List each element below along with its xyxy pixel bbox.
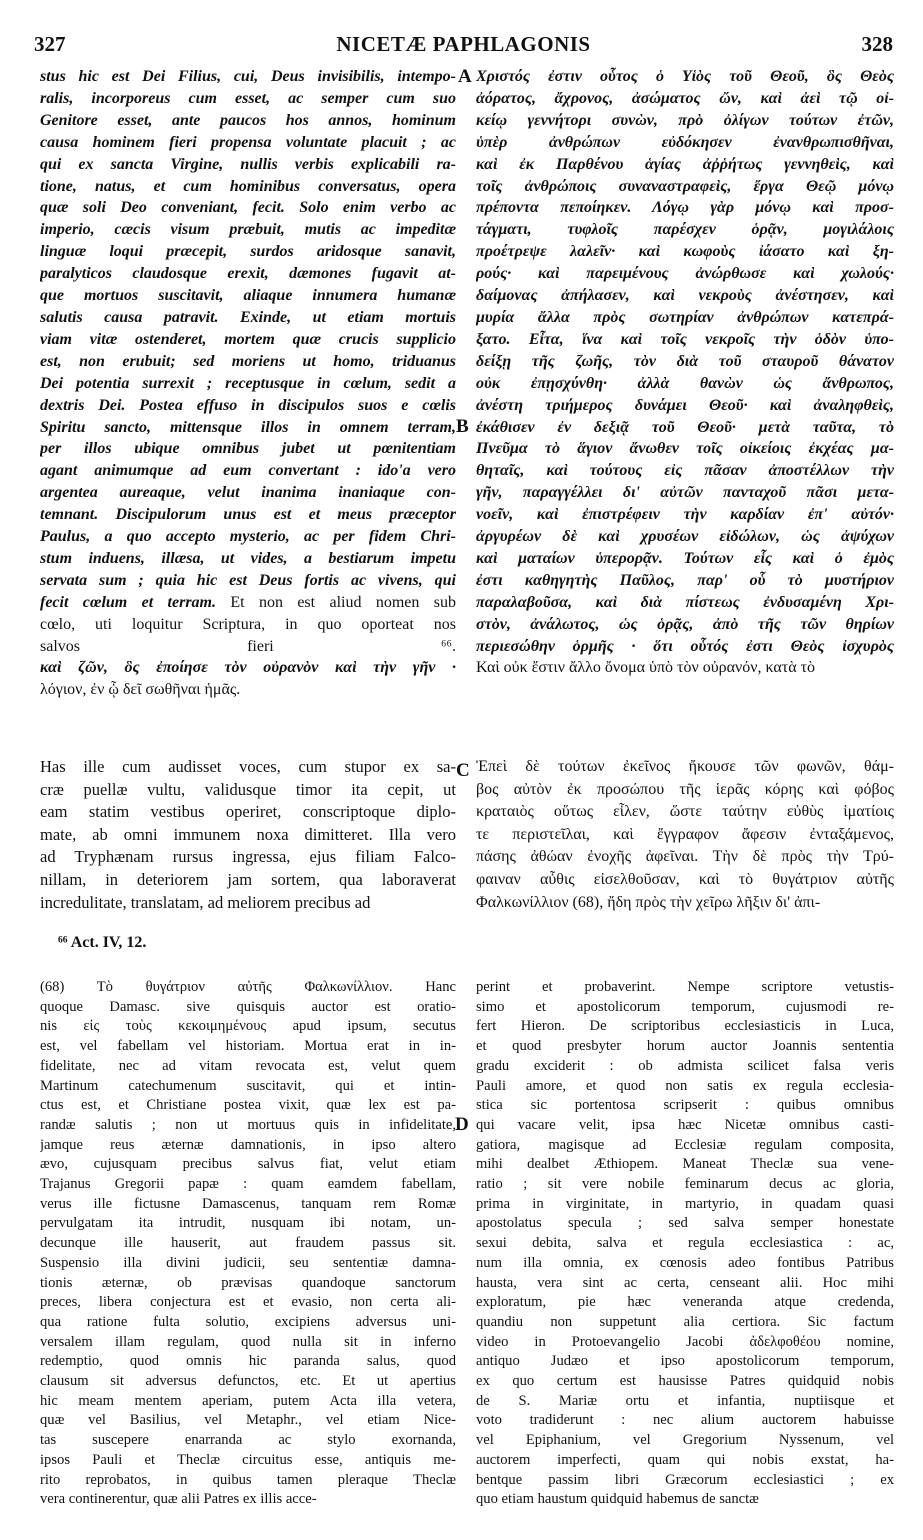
greek-line: ἀργυρέων δὲ καὶ χρυσέων εἰδώλων, ὡς ἀψύχων [476,528,894,546]
latin-line: Has ille cum audisset voces, cum stupor ex sa- [40,757,456,776]
note-line: ævo, cujusquam precibus salvus fiat, velut etiam [40,1156,456,1173]
note-line: et quod presbyter horum auctor Joannis sententia [476,1038,894,1055]
latin-line: qui ex sancta Virgine, nullis verbis explicabili ra- [40,155,456,173]
greek-line: στὸν, ἀνάλωτος, ὡς ὁρᾷς, ἀπὸ τῆς τῶν θηρίων [476,615,894,633]
greek-line: καὶ ματαίων ὑπερορᾷν. Τούτων εἷς καὶ ὁ ἐμὸς [476,549,894,567]
greek-line: Χριστός ἐστιν οὗτος ὁ Υἱὸς τοῦ Θεοῦ, ὃς Θεὸς [476,68,894,85]
note-line: stica sic portentosa scripserit : quibus omnibus [476,1097,894,1114]
note-line: fidelitate, nec ad vitam revocata est, velut quem [40,1057,456,1074]
note-line: preces, libera conjectura est et evasio, non certa ali- [40,1294,456,1311]
latin-line: mate, ab omni immunem noxa dimitteret. Illa vero [40,824,456,844]
note-line: mihi dealbet Æthiopem. Maneat Theclæ sua vene- [476,1156,894,1173]
greek-line: τοῖς ἀνθρώποις συναναστραφεὶς, ἔργα Θεῷ μόνῳ [476,177,894,195]
note-line: clausum sit adversus defunctos, etc. Et ut apertius [40,1373,456,1390]
page-header [34,32,893,62]
latin-text-column [40,66,456,701]
greek-line: φαιναν αὖθις εἰσελθοῦσαν, καὶ τὸ θυγάτριον αὐτῆς [476,870,894,888]
latin-line: linguæ loqui præcepit, surdos aridosque sanavit, [40,243,456,261]
latin-line: argentea aureaque, velut inanima inaniaque con- [40,484,456,502]
latin-line: causa hominem fieri propensa voluntate placuit ; ac [40,133,456,151]
note-line: decunque ille hauserit, aut fraudem passus sit. [40,1235,456,1252]
greek-line: περιεσώθην ὁρμῆς · ὅτι οὗτός ἐστι Θεὸς ἰσχυρὸς [476,637,894,655]
greek-line: γῆν, παραγγέλλει δι' αὐτῶν πανταχοῦ πᾶσι μετα- [476,484,894,502]
note-line: ex quo certum est hausisse Patres quidquid nobis [476,1373,894,1390]
latin-line [40,592,456,614]
note-line: redemptio, quod omnis hic paranda salus, quod [40,1353,456,1370]
latin-line: dextris Dei. Postea effuso in discipulos suos e cœlis [40,396,456,414]
note-line: ipsos Pauli et Theclæ circuitus esse, antiquis me- [40,1451,456,1468]
latin-continuation-column [40,756,456,914]
latin-line: λόγιον, ἐν ᾧ δεῖ σωθῆναι ἡμᾶς. [40,681,241,699]
note-line: tas suscepere enarranda ac stylo exornanda, [40,1432,456,1449]
note-line: voto tradiderunt : nec alium auctorem habuisse [476,1412,894,1429]
greek-line: ρούς· καὶ παρειμένους ἀνώρθωσε καὶ χωλούς· [476,265,894,283]
note-line: fert Hieron. De scriptoribus ecclesiasticis in Luca, [476,1018,894,1035]
latin-line: cœlo, uti loquitur Scriptura, in quo oporteat nos [40,615,456,633]
latin-line: ralis, incorporeus cum esset, ac semper cum suo [40,89,456,107]
running-title: NICETÆ PAPHLAGONIS [336,32,591,56]
note-line: gatiora, magisque ad Ecclesiæ regulam composita, [476,1136,894,1153]
latin-line: est, non erubuit; sed moriens ut homo, triduanus [40,352,456,370]
greek-line: τε περιστεῖλαι, καὶ ἔγγραφον ἄφεσιν ἐνταξάμενος, [476,825,894,843]
note-line: de S. Mariæ ortu et infantia, nuptiisque et [476,1392,894,1409]
greek-line: ὑπὲρ ἀνθρώπων εὐδόκησεν ἐνανθρωπισθῆναι, [476,133,894,151]
latin-line: incredulitate, translatam, ad meliorem precibus ad [40,892,371,912]
page-number-right: 328 [861,32,893,56]
greek-line: βος αὐτὸν ἐκ προσώπου τῆς ἱερᾶς κόρης καὶ φόβος [476,780,894,798]
note-line: auctorem imperfecti, quam qui nobis exstat, ha- [476,1451,894,1468]
note-line: Suspensio illa divini judicii, seu sententiæ damna- [40,1254,456,1271]
greek-line: ξατο. Εἶτα, ἵνα καὶ τοῖς νεκροῖς τὴν ὁδὸν ὑπο- [476,330,894,348]
margin-marker-b: B [456,416,469,437]
latin-line: eam statim vestibus operiret, conscriptoque diplo- [40,802,456,822]
greek-line: δείξῃ τῆς ζωῆς, τὸν διὰ τοῦ σταυροῦ θάνατον [476,352,894,370]
note-line: perint et probaverint. Nempe scriptore vetustis- [476,979,894,995]
greek-line: Ἐπεὶ δὲ τούτων ἐκεῖνος ἤκουσε τῶν φωνῶν, θάμ- [476,758,894,775]
note-line: ratio ; sit vere nobile feminarum decus ac gloria, [476,1176,894,1193]
latin-line: Paulus, a quo accepto mysterio, ac per fidem Chri- [40,528,456,546]
greek-line: ἀνέστη τριήμερος δυνάμει Θεοῦ· καὶ ἀναληφθεὶς, [476,396,894,414]
latin-line: salvos fieri ⁶⁶. [40,637,456,655]
note-line: video in Protoevangelio Jacobi ἀδελφοθέου nomine, [476,1333,894,1350]
note-line: nis εἰς τοὺς κεκοιμημένους apud ipsum, secutus [40,1018,456,1035]
greek-line: καὶ ἐκ Παρθένου ἁγίας ἀῤῥήτως γεννηθεὶς, καὶ [476,155,894,173]
latin-line-tail: Et non est aliud nomen sub [230,593,456,611]
greek-line: κείῳ γεννήτορι συνὼν, πρὸ ὀλίγων τούτων ἐτῶν, [476,111,894,129]
note-line: exploratum, pie hæc veneranda atque credenda, [476,1294,894,1311]
note-line: jamque reus æternæ damnationis, in ipso altero [40,1136,456,1153]
greek-line: πάσης ἀθώαν ἐνοχῆς ἀφεῖναι. Τὴν δὲ πρὸς τὴν Τρύ- [476,848,894,866]
footnote: ⁶⁶ Act. IV, 12. [58,934,147,951]
note-line: sexui debita, salva et regula ecclesiastica : ac, [476,1235,894,1252]
greek-line: κραταιὸς οὕτως εἷλεν, ὥστε ταύτην εὐθὺς ἱματίοις [476,803,894,821]
greek-line: παραλαβοῦσα, καὶ διὰ πίστεως ἐνδυσαμένη Χρι- [476,593,894,611]
latin-line: καὶ ζῶν, ὃς ἐποίησε τὸν οὐρανὸν καὶ τὴν γῆν · [40,659,456,677]
note-line: (68) Τὸ θυγάτριον αὐτῆς Φαλκωνίλλιον. Hanc [40,979,456,995]
latin-line: que mortuos suscitavit, aliaque innumera humanæ [40,287,456,305]
greek-line: Φαλκωνίλλιον (68), ἤδη πρὸς τὴν χεῖρω λῆξιν δι' ἀπι- [476,893,821,911]
greek-continuation-column [476,756,894,914]
latin-line: salutis causa patravit. Exinde, ut etiam mortuis [40,308,456,326]
latin-line: nillam, in deteriorem jam sortem, qua laboraverat [40,869,456,889]
latin-line: servata sum ; quia hic est Deus fortis ac vivens, qui [40,571,456,589]
greek-line: θηταῖς, καὶ τούτους εἰς πᾶσαν ἀποστέλλων τὴν [476,462,894,480]
latin-line: quæ soli Deo conveniant, fecit. Solo enim verbo ac [40,199,456,217]
latin-line: ad Tryphænam rursus ingressa, ejus filiam Falco- [40,847,456,867]
latin-line: imperio, cæcis visum præbuit, mutis ac impeditæ [40,221,456,239]
margin-marker-d: D [455,1114,469,1135]
latin-line: temnant. Discipulorum unus est et meus præceptor [40,506,456,524]
latin-line: stum induens, illæsa, ut vides, a bestiarum impetu [40,549,456,567]
note-line: est, vel fabellam vel historiam. Mortua erat in in- [40,1038,456,1055]
greek-line: ἐκάθισεν ἐν δεξιᾷ τοῦ Θεοῦ· μετὰ ταῦτα, τὸ [476,418,894,436]
latin-line: stus hic est Dei Filius, cui, Deus invisibilis, intempo- [40,68,456,85]
note-line: hausta, vera sint ac certa, censeant alii. Hoc mihi [476,1274,894,1291]
note-line: qua ratione fulta solutio, excipiens adversus uni- [40,1313,456,1330]
note-line: quandiu non suppetunt alia certiora. Sic factum [476,1313,894,1330]
latin-line: agant animumque ad eum convertant : ido'a vero [40,462,456,480]
latin-line: per illos ubique omnibus jubet ut pœnitentiam [40,440,456,458]
note-line: prima in virginitate, in martyrio, in quadam quasi [476,1195,894,1212]
note-line: vera continerentur, quæ alii Patres ex illis acce- [40,1491,317,1508]
note-line: rito reprobatos, in quibus tamen pleraque Theclæ [40,1471,456,1488]
greek-text-column [476,66,894,679]
latin-line: cræ puellæ vultu, validusque timor ita cepit, ut [40,779,456,799]
greek-line: πρέποντα πεποίηκεν. Λόγῳ γὰρ μόνῳ καὶ προσ- [476,199,894,217]
note-line: verus ille fictusne Damascenus, tanquam rem Romæ [40,1195,456,1212]
note-line: hic meam mentem aperiam, putem Acta illa vetera, [40,1392,456,1409]
greek-line: Καὶ οὐκ ἔστιν ἄλλο ὄνομα ὑπὸ τὸν οὐρανόν, κατὰ τὸ [476,659,816,677]
latin-line: viam vitæ ostenderet, mortem quæ crucis supplicio [40,330,456,348]
latin-line: Genitore esset, ante paucos hos annos, hominum [40,111,456,129]
note-line: ctus est, et Christiane postea vixit, quæ lex est pa- [40,1097,456,1114]
greek-line: ἀόρατος, ἄχρονος, ἀσώματος ὤν, καὶ ἀεὶ τῷ οἰ- [476,89,894,107]
commentary-note-right [476,978,894,1510]
note-line: qui vacare velit, ipsa hæc Nicetæ omnibus casti- [476,1116,894,1133]
latin-line: paralyticos claudosque erexit, dæmones fugavit at- [40,265,456,283]
margin-marker-a: A [458,66,472,87]
note-line: Pauli amore, et quod non satis ex regula ecclesia- [476,1077,894,1094]
note-line: versalem illam regulam, quod nulla sit in inferno [40,1333,456,1350]
greek-line: δαίμονας ἀπήλασεν, καὶ νεκροὺς ἀνέστησεν, καὶ [476,287,894,305]
greek-line: ἐστι καθηγητὴς Παῦλος, παρ' οὗ τὸ μυστήριον [476,571,894,589]
note-line: tionis æternæ, ob prævisas quandoque sanctorum [40,1274,456,1291]
note-line: simo et apostolicorum temporum, cujusmodi re- [476,998,894,1015]
greek-line: τάγματι, τυφλοῖς παρέσχεν ὁρᾷν, μογιλάλοις [476,221,894,239]
latin-line: Dei potentia surrexit ; receptusque in cœlum, sedit a [40,374,456,392]
margin-marker-c: C [456,760,470,781]
note-line: randæ salutis ; non ut mortuus quis in infidelitate, [40,1116,456,1133]
note-line: Martinum catechumenum suscitavit, qui et intin- [40,1077,456,1094]
note-line: vel Epiphanium, vel Gregorium Nyssenum, vel [476,1432,894,1449]
greek-line: προέτρεψε λαλεῖν· καὶ κωφοὺς ἰάσατο καὶ ξη- [476,243,894,261]
note-line: pervulgatam ita intrudit, nusquam ibi notam, un- [40,1215,456,1232]
latin-line: tione, natus, et cum hominibus conversatus, opera [40,177,456,195]
greek-line: Πνεῦμα τὸ ἅγιον ἄνωθεν τοῖς οἰκείοις ἐκχέας μα- [476,440,894,458]
latin-line: Spiritu sancto, mittensque illos in omnem terram, [40,418,456,436]
page-number-left: 327 [34,32,66,56]
note-line: antiquo Judæo et ipso apostolicorum temporum, [476,1353,894,1370]
note-line: bentque passim libri Græcorum ecclesiastici ; ex [476,1471,894,1488]
note-line: gradu exciderit : ob admista scilicet falsa veris [476,1057,894,1074]
commentary-note-left [40,978,456,1510]
note-line: num illa omnia, ex cœnosis adeo fontibus Patribus [476,1254,894,1271]
note-line: quo etiam haustum quidquid habemus de sanctæ [476,1491,759,1508]
greek-line: μυρία ἄλλα πρὸς σωτηρίαν ἀνθρώπων κατεπρά- [476,308,894,326]
note-line: Trajanus Gregorii papæ : quam eamdem fabellam, [40,1176,456,1193]
latin-line-head: fecit cœlum et terram. [40,593,216,611]
note-line: quæ vel Basilius, vel Metaphr., vel etiam Nice- [40,1412,456,1429]
greek-line: νοεῖν, καὶ ἐπιστρέφειν τὴν καρδίαν ἐπ' αὐτόν· [476,506,894,524]
note-line: quoque Damasc. sive quisquis auctor est oratio- [40,998,456,1015]
note-line: apostolatus specula ; sed salva semper honestate [476,1215,894,1232]
greek-line: οὐκ ἐπῃσχύνθη· ἀλλὰ θανὼν ὡς ἄνθρωπος, [476,374,894,392]
